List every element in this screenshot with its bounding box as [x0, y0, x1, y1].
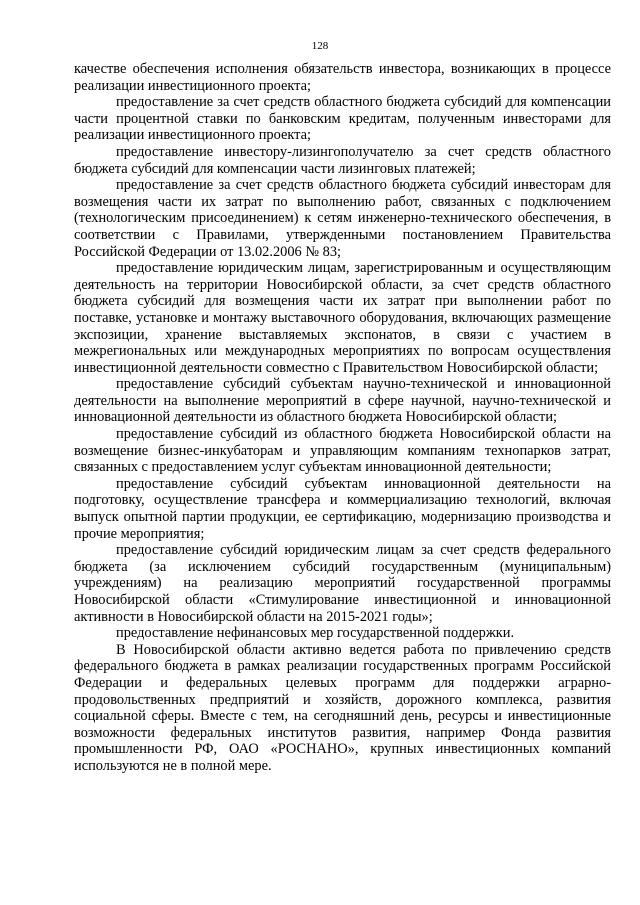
- paragraph: предоставление субсидий субъектам инновационной деятельности на подготовку, осуществление трансфера и коммерциализацию технологий, включая выпуск опытной партии продукции, ее сертификацию, модернизацию производства и прочие мероприятия;: [74, 475, 611, 542]
- paragraph: предоставление за счет средств областного бюджета субсидий для компенсации части процентной ставки по банковским кредитам, полученным инвесторами для реализации инвестиционного проекта;: [74, 94, 611, 144]
- paragraph: предоставление субсидий юридическим лицам за счет средств федерального бюджета (за исключением субсидий государственным (муниципальным) учреждениям) на реализацию мероприятий государственной программы Новосибирской области «Стимулирование инвестиционной и инновационной активности в Новосибирской области на 2015-2021 годы»;: [74, 542, 611, 625]
- page-number: 128: [311, 40, 329, 52]
- paragraph: предоставление юридическим лицам, зарегистрированным и осуществляющим деятельность на территории Новосибирской области, за счет средств областного бюджета субсидий для возмещения части их затрат при выполнении работ по поставке, установке и монтажу выставочного оборудования, включающих размещение экспозиции, хранение выставляемых экспонатов, в связи с участием в межрегиональных или международных мероприятиях по вопросам осуществления инвестиционной деятельности совместно с Правительством Новосибирской области;: [74, 260, 611, 376]
- paragraph: качестве обеспечения исполнения обязательств инвестора, возникающих в процессе реализации инвестиционного проекта;: [74, 61, 611, 94]
- paragraph: предоставление субсидий из областного бюджета Новосибирской области на возмещение бизнес-инкубаторам и управляющим компаниям технопарков затрат, связанных с предоставлением услуг субъектам инновационной деятельности;: [74, 426, 611, 476]
- paragraph: предоставление нефинансовых мер государственной поддержки.: [116, 625, 515, 642]
- paragraph: В Новосибирской области активно ведется работа по привлечению средств федерального бюджета в рамках реализации государственных программ Российской Федерации и федеральных целевых программ для поддержки аграрно-продовольственных предприятий и хозяйств, дорожного комплекса, развития социальной сферы. Вместе с тем, на сегодняшний день, ресурсы и инвестиционные возможности федеральных институтов развития, например Фонда развития промышленности РФ, ОАО «РОСНАНО», крупных инвестиционных компаний используются не в полной мере.: [74, 641, 611, 774]
- paragraph: предоставление за счет средств областного бюджета субсидий инвесторам для возмещения части их затрат по выполнению работ, связанных с подключением (технологическим присоединением) к сетям инженерно-технического обеспечения, в соответствии с Правилами, утвержденными постановлением Правительства Российской Федерации от 13.02.2006 № 83;: [74, 177, 611, 260]
- paragraph: предоставление инвестору-лизингополучателю за счет средств областного бюджета субсидий для компенсации части лизинговых платежей;: [74, 143, 611, 177]
- document-body: [74, 61, 611, 775]
- paragraph: предоставление субсидий субъектам научно-технической и инновационной деятельности на выполнение мероприятий в сфере научной, научно-технической и инновационной деятельности из областного бюджета Новосибирской области;: [74, 376, 611, 426]
